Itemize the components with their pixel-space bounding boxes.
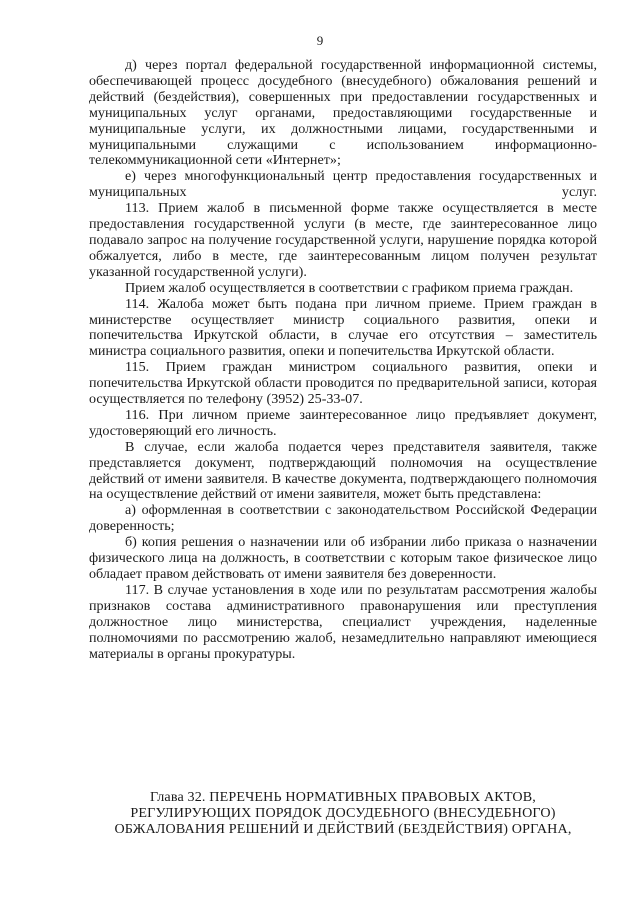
paragraph-reception-schedule: Прием жалоб осуществляется в соответствии с графиком приема граждан. — [125, 279, 574, 296]
paragraph-115: 115. Прием граждан министром социального развития, опеки и попечительства Иркутской области проводится по предварительной записи, которая осуществляется по телефону (3952) 25-33-07. — [89, 359, 597, 408]
chapter-heading-line: ОБЖАЛОВАНИЯ РЕШЕНИЙ И ДЕЙСТВИЙ (БЕЗДЕЙСТВИЯ) ОРГАНА, — [114, 821, 572, 837]
paragraph-117: 117. В случае установления в ходе или по результатам рассмотрения жалобы признаков состава административного правонарушения или преступления должностное лицо министерства, специалист учреждения, наделенные полномочиями по рассмотрению жалоб, незамедлительно направляют имеющиеся материалы в органы прокуратуры. — [89, 581, 597, 662]
paragraph-113: 113. Прием жалоб в письменной форме также осуществляется в месте предоставления государственной услуги (в месте, где заинтересованное лицо подавало запрос на получение государственной услуги, нарушение порядка которой обжалуется, либо в месте, где заинтересованным лицом получен результат указанной государственной услуги). — [89, 200, 597, 280]
chapter-heading-line: РЕГУЛИРУЮЩИХ ПОРЯДОК ДОСУДЕБНОГО (ВНЕСУДЕБНОГО) — [130, 805, 556, 821]
paragraph-116: 116. При личном приеме заинтересованное лицо предъявляет документ, удостоверяющий его личность. — [89, 406, 597, 439]
page-number: 9 — [316, 33, 324, 48]
paragraph-item-a: а) оформленная в соответствии с законодательством Российской Федерации доверенность; — [89, 502, 597, 535]
document-body — [89, 58, 597, 662]
paragraph-representative: В случае, если жалоба подается через представителя заявителя, также представляется документ, подтверждающий полномочия на осуществление действий от имени заявителя. В качестве документа, подтверждающего полномочия на осуществление действий от имени заявителя, может быть представлена: — [89, 438, 597, 503]
chapter-heading-line: Глава 32. ПЕРЕЧЕНЬ НОРМАТИВНЫХ ПРАВОВЫХ АКТОВ, — [150, 789, 536, 805]
paragraph-item-b: б) копия решения о назначении или об избрании либо приказа о назначении физического лица на должность, в соответствии с которым такое физическое лицо обладает правом действовать от имени заявителя без доверенности. — [89, 534, 597, 582]
chapter-heading — [89, 789, 597, 837]
paragraph-item-d: д) через портал федеральной государственной информационной системы, обеспечивающей процесс досудебного (внесудебного) обжалования решений и действий (бездействия), совершенных при предоставлении государственных и муниципальных услуг органами, предоставляющими государственные и муниципальные услуги, их должностными лицами, государственными и муниципальными служащими с использованием информационно-телекоммуникационной сети «Интернет»; — [89, 57, 597, 169]
paragraph-item-e: е) через многофункциональный центр предоставления государственных и муниципальных услуг. — [89, 168, 597, 201]
paragraph-114: 114. Жалоба может быть подана при личном приеме. Прием граждан в министерстве осуществляет министр социального развития, опеки и попечительства Иркутской области, в случае его отсутствия – заместитель министра социального развития, опеки и попечительства Иркутской области. — [89, 295, 597, 360]
